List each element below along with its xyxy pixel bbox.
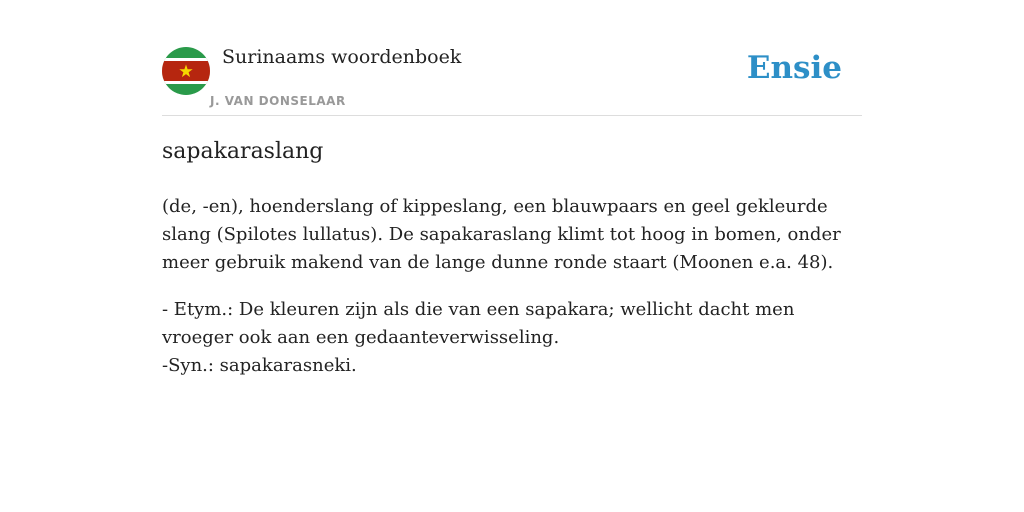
synonym-text: -Syn.: sapakarasneki. xyxy=(162,355,357,376)
dictionary-title[interactable]: Surinaams woordenboek xyxy=(222,46,462,68)
entry-definition xyxy=(162,193,872,399)
etymology-text: - Etym.: De kleuren zijn als die van een sapakara; wellicht dacht men vroeger ook aan een gedaanteverwisseling. xyxy=(162,299,795,348)
dictionary-author: J. VAN DONSELAAR xyxy=(210,94,346,108)
entry-headword: sapakaraslang xyxy=(162,139,324,164)
dictionary-header xyxy=(162,44,862,116)
definition-paragraph: (de, -en), hoenderslang of kippeslang, een blauwpaars en geel gekleurde slang (Spilotes lullatus). De sapakaraslang klimt tot hoog in bomen, onder meer gebruik makend van de lange dunne ronde staart (Moonen e.a. 48). xyxy=(162,196,841,273)
ensie-logo-link[interactable]: Ensie xyxy=(746,50,842,86)
etymology-paragraph xyxy=(162,296,862,380)
suriname-flag-icon xyxy=(162,47,210,95)
